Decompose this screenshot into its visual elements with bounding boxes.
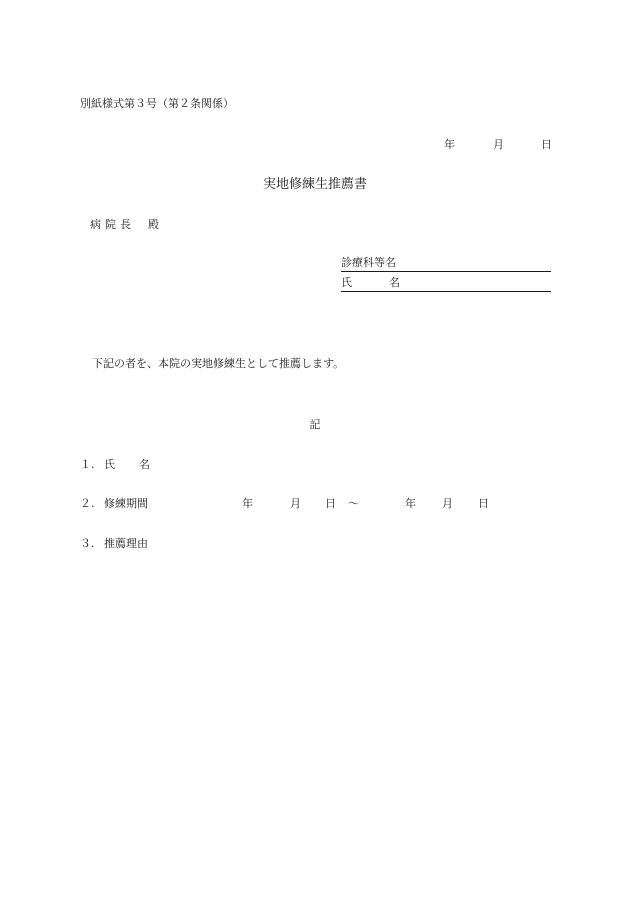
recommender-name-label-a: 氏 xyxy=(341,276,352,289)
period-end-day: 日 xyxy=(478,497,489,510)
period-start-year: 年 xyxy=(242,497,253,510)
item-1-label-a: 氏 xyxy=(104,458,115,471)
item-3-number: ３. xyxy=(80,537,95,550)
item-2-number: ２. xyxy=(80,497,95,510)
period-end-month: 月 xyxy=(442,497,453,510)
item-1-number: １. xyxy=(80,458,95,471)
department-field[interactable] xyxy=(341,256,551,272)
date-day-label: 日 xyxy=(541,138,552,151)
department-label: 診療科等名 xyxy=(341,256,396,269)
date-year-label: 年 xyxy=(444,138,455,151)
period-start-day: 日 xyxy=(325,497,336,510)
item-2-label: 修練期間 xyxy=(104,497,148,510)
item-3-label: 推薦理由 xyxy=(104,537,148,550)
form-number: 別紙様式第３号（第２条関係） xyxy=(80,97,234,110)
document-title: 実地修練生推薦書 xyxy=(262,177,367,192)
period-separator: ～ xyxy=(348,497,359,510)
addressee-name: 病院長 xyxy=(90,218,135,231)
period-start-month: 月 xyxy=(290,497,301,510)
ki-heading: 記 xyxy=(309,418,321,431)
period-end-year: 年 xyxy=(405,497,416,510)
item-1-label-b: 名 xyxy=(139,458,150,471)
addressee-honorific: 殿 xyxy=(148,218,159,231)
date-month-label: 月 xyxy=(493,138,504,151)
recommendation-statement: 下記の者を、本院の実地修練生として推薦します。 xyxy=(92,357,345,370)
recommender-name-field[interactable] xyxy=(341,276,551,292)
recommender-name-label-b: 名 xyxy=(389,276,400,289)
